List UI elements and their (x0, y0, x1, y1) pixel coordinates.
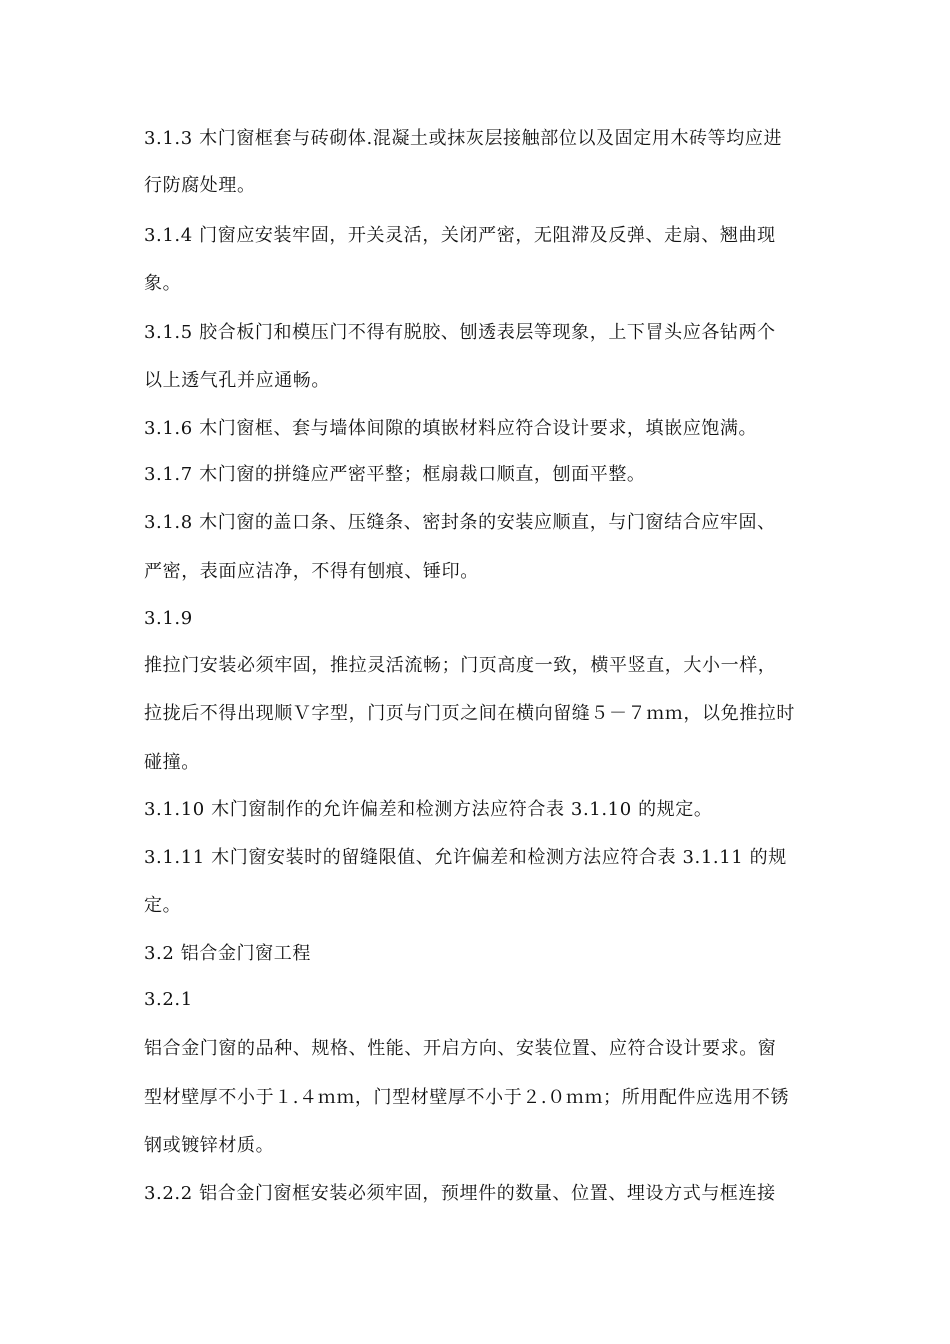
text-line: 3.1.3 木门窗框套与砖砌体.混凝土或抹灰层接触部位以及固定用木砖等均应进 (144, 128, 783, 149)
text-line: 以上透气孔并应通畅。 (144, 370, 330, 391)
text-line: 3.1.8 木门窗的盖口条、压缝条、密封条的安装应顺直，与门窗结合应牢固、 (144, 512, 776, 533)
text-line: 拉拢后不得出现顺Ｖ字型，门页与门页之间在横向留缝５－７ｍｍ，以免推拉时 (144, 703, 795, 724)
text-line: 行防腐处理。 (144, 175, 256, 196)
text-line: 3.1.7 木门窗的拼缝应严密平整；框扇裁口顺直，刨面平整。 (144, 464, 646, 485)
text-line: 3.1.4 门窗应安装牢固，开关灵活，关闭严密，无阻滞及反弹、走扇、翘曲现 (144, 225, 776, 246)
text-line: 3.1.5 胶合板门和模压门不得有脱胶、刨透表层等现象，上下冒头应各钻两个 (144, 322, 776, 343)
text-line: 碰撞。 (144, 752, 200, 773)
text-line: 铝合金门窗的品种、规格、性能、开启方向、安装位置、应符合设计要求。窗 (144, 1038, 777, 1059)
section-heading: 3.2 铝合金门窗工程 (144, 943, 311, 964)
text-line: 3.1.6 木门窗框、套与墙体间隙的填嵌材料应符合设计要求，填嵌应饱满。 (144, 418, 758, 439)
text-line: 3.1.11 木门窗安装时的留缝限值、允许偏差和检测方法应符合表 3.1.11 的规 (144, 847, 787, 868)
text-line: 3.1.10 木门窗制作的允许偏差和检测方法应符合表 3.1.10 的规定。 (144, 799, 713, 820)
text-line: 定。 (144, 895, 182, 916)
text-line: 钢或镀锌材质。 (144, 1135, 275, 1156)
text-line: 3.2.1 (144, 989, 193, 1010)
text-line: 象。 (144, 273, 182, 294)
text-line: 严密，表面应洁净，不得有刨痕、锤印。 (144, 561, 479, 582)
text-line: 推拉门安装必须牢固，推拉灵活流畅；门页高度一致，横平竖直，大小一样， (144, 655, 777, 676)
text-line: 3.2.2 铝合金门窗框安装必须牢固，预埋件的数量、位置、埋设方式与框连接 (144, 1183, 776, 1204)
text-line: 3.1.9 (144, 608, 193, 629)
text-line: 型材壁厚不小于１.４ｍｍ，门型材壁厚不小于２.０ｍｍ；所用配件应选用不锈 (144, 1087, 790, 1108)
